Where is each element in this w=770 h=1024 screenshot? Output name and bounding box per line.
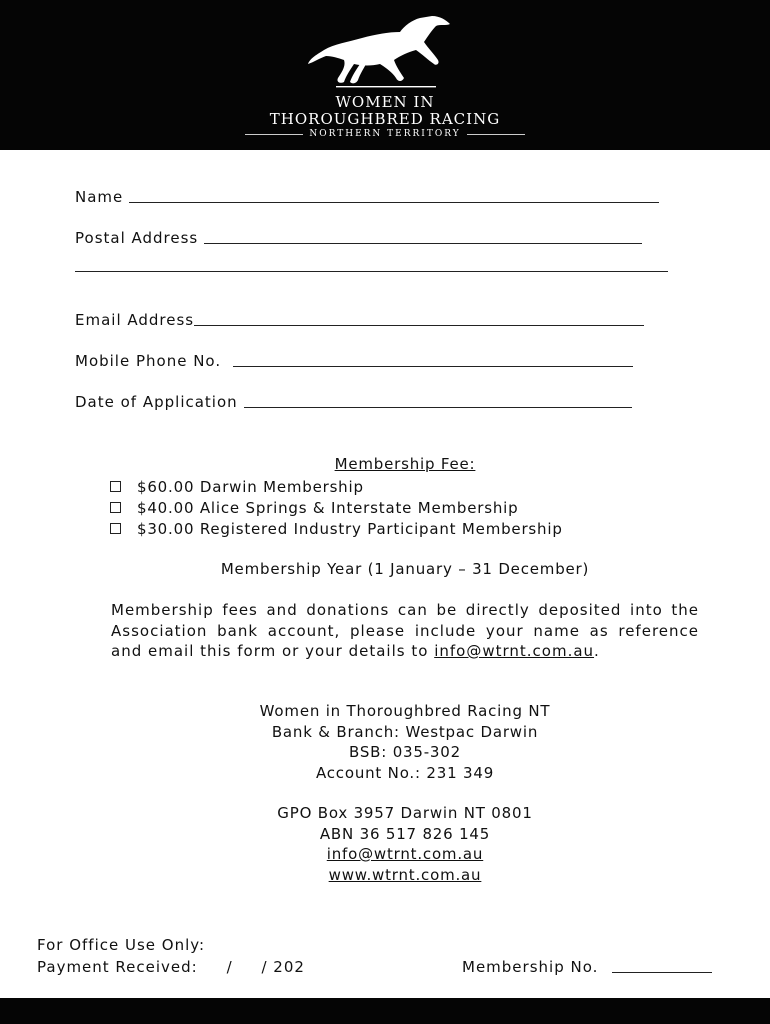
org-name-line2: THOROUGHBRED RACING [269, 110, 501, 128]
fee-option-industry[interactable] [110, 518, 563, 539]
org-subtitle [245, 129, 525, 139]
checkbox-icon[interactable] [110, 481, 121, 492]
postal-address-line[interactable] [204, 242, 642, 244]
date-line[interactable] [244, 406, 632, 408]
fee-heading: Membership Fee: [334, 455, 476, 473]
contact-email-link[interactable]: info@wtrnt.com.au [326, 845, 484, 863]
contact-details [20, 803, 770, 885]
payment-note-email-link[interactable]: info@wtrnt.com.au [434, 642, 595, 660]
postal-address: GPO Box 3957 Darwin NT 0801 [277, 804, 533, 822]
fee-option-label: $40.00 Alice Springs & Interstate Membership [137, 498, 519, 517]
fee-option-alice-springs[interactable] [110, 497, 563, 518]
horse-icon [300, 12, 470, 90]
mobile-field[interactable] [75, 352, 633, 370]
abn: ABN 36 517 826 145 [319, 824, 491, 843]
org-name-line1: WOMEN IN [335, 93, 435, 111]
email-field[interactable] [75, 311, 644, 329]
fee-option-label: $60.00 Darwin Membership [137, 477, 364, 496]
fee-option-label: $30.00 Registered Industry Participant Membership [137, 519, 563, 538]
name-line[interactable] [129, 201, 659, 203]
postal-address-label: Postal Address [75, 229, 199, 247]
membership-number-field[interactable] [462, 958, 712, 976]
date-label: Date of Application [75, 393, 238, 411]
website-link[interactable]: www.wtrnt.com.au [328, 865, 482, 884]
footer-bar [0, 998, 770, 1024]
org-subtitle-text: NORTHERN TERRITORY [309, 129, 461, 139]
bank-account-number: Account No.: 231 349 [315, 763, 495, 782]
membership-number-line[interactable] [612, 972, 712, 973]
bank-details [20, 701, 770, 783]
fee-option-darwin[interactable] [110, 476, 563, 497]
header-banner [0, 0, 770, 150]
subtitle-rule-left [245, 134, 303, 135]
postal-address-field-2[interactable] [75, 270, 668, 275]
checkbox-icon[interactable] [110, 502, 121, 513]
payment-received: Payment Received: / / 202 [37, 958, 305, 976]
name-label: Name [75, 188, 124, 206]
fee-options [110, 476, 563, 539]
membership-year: Membership Year (1 January – 31 December) [220, 560, 590, 578]
membership-number-label: Membership No. [462, 958, 599, 976]
payment-note-text: Membership fees and donations can be directly deposited into the Association bank account, please include your name as reference and email this form or your details to [111, 601, 699, 660]
bank-account-name: Women in Thoroughbred Racing NT [259, 702, 551, 720]
mobile-line[interactable] [233, 365, 633, 367]
payment-note-end: . [594, 642, 600, 660]
bank-bsb: BSB: 035-302 [349, 743, 461, 761]
email-label: Email Address [75, 311, 195, 329]
checkbox-icon[interactable] [110, 523, 121, 534]
subtitle-rule-right [467, 134, 525, 135]
bank-branch: Bank & Branch: Westpac Darwin [271, 722, 539, 741]
postal-address-field[interactable] [75, 229, 642, 247]
name-field[interactable] [75, 188, 659, 206]
email-line[interactable] [194, 324, 644, 326]
mobile-label: Mobile Phone No. [75, 352, 222, 370]
payment-note [111, 600, 699, 662]
office-use-heading: For Office Use Only: [37, 936, 206, 954]
postal-address-line-2[interactable] [75, 270, 668, 272]
date-field[interactable] [75, 393, 632, 411]
